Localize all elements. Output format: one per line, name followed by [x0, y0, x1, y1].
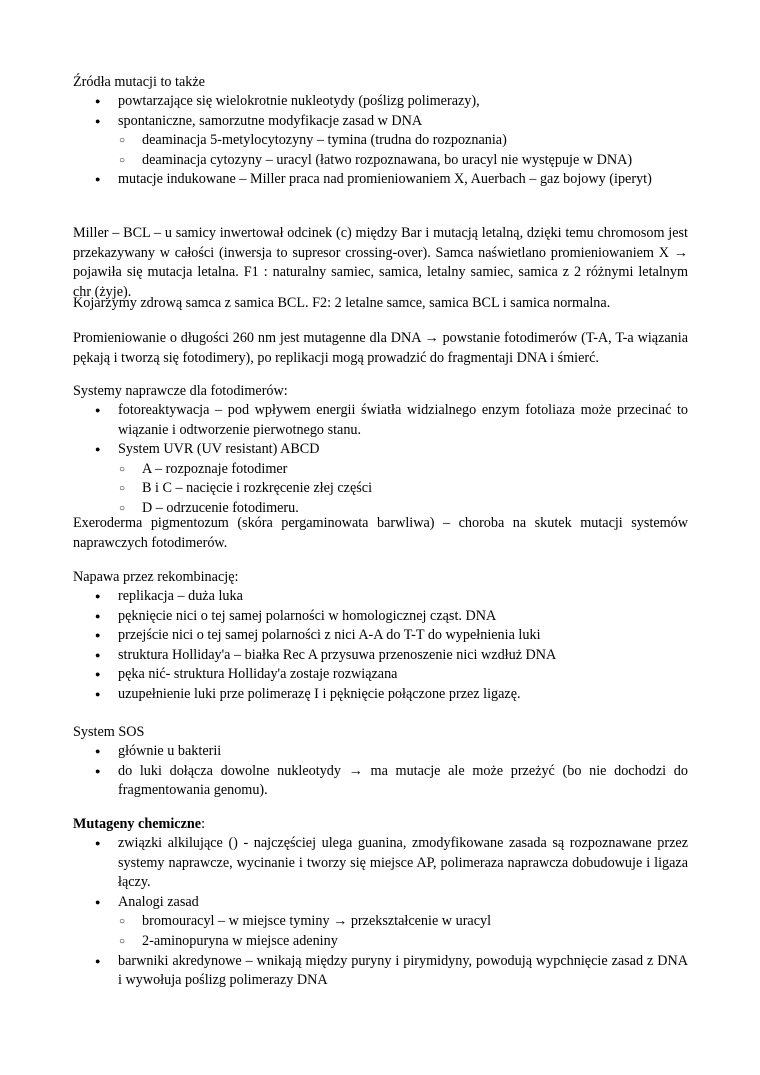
chemical-mutagens-list	[73, 834, 688, 991]
paragraph-miller: Miller – BCL – u samicy inwertował odcinek (c) między Bar i mutacją letalną, dzięki temu chromosom jest przekazywany w całości (inwersja to supresor crossing-over). Samca naświetlano promieniowaniem X → pojawiła się mutacja letalna. F1 : naturalny samiec, samica, letalny samiec, samica z 2 różnymi letalnym chr (żyje).	[73, 225, 688, 300]
sublist-item: ○ 2-aminopuryna w miejsce adeniny	[118, 932, 688, 952]
sublist	[118, 460, 688, 519]
paragraph-radiation: Promieniowanie o długości 260 nm jest mutagenne dla DNA → powstanie fotodimerów (T-A, T-a wiązania pękają i tworzą się fotodimery), po replikacji mogą prowadzić do fragmentaji DNA i śmierć.	[73, 330, 688, 366]
list-item: ● barwniki akredynowe – wnikają między puryny i pirymidyny, powodują wypchnięcie zasad z DNA i wywołuja poślizg polimerazy DNA	[73, 952, 688, 991]
list-item: ● przejście nici o tej samej polarności z nici A-A do T-T do wypełnienia luki	[73, 626, 688, 646]
list-item: ● struktura Holliday'a – białka Rec A przysuwa przenoszenie nici wzdłuż DNA	[73, 646, 688, 666]
chemical-mutagens-title: Mutageny chemiczne	[73, 816, 202, 832]
mutation-sources-list	[73, 92, 688, 190]
section-heading-chemical-mutagens: Mutageny chemiczne:	[73, 816, 206, 832]
list-item: ● pęka nić- struktura Holliday'a zostaje rozwiązana	[73, 665, 688, 685]
sublist	[118, 912, 688, 951]
sublist-item: ○ B i C – nacięcie i rozkręcenie złej części	[118, 479, 688, 499]
recombination-list	[73, 587, 688, 705]
sublist-item: ○ deaminacja 5-metylocytozyny – tymina (trudna do rozpoznania)	[118, 131, 688, 151]
list-item: ● Analogi zasad ○ bromouracyl – w miejsce tyminy → przekształcenie w uracyl ○ 2-aminopuryna w miejsce adeniny	[73, 893, 688, 952]
sublist	[118, 131, 688, 170]
list-item: ● fotoreaktywacja – pod wpływem energii światła widzialnego enzym fotoliaza może przecinać to wiązanie i odtworzenie pierwotnego stanu.	[73, 401, 688, 440]
paragraph-xeroderma: Exeroderma pigmentozum (skóra pergaminowata barwliwa) – choroba na skutek mutacji systemów naprawczych fotodimerów.	[73, 515, 688, 551]
list-item: ● związki alkilujące () - najczęściej ulega guanina, zmodyfikowane zasada są rozpoznawane przez systemy naprawcze, wycinanie i tworzy się miejsce AP, polimeraza naprawcza dobudowuje i ligaza łączy.	[73, 834, 688, 893]
list-item: ● uzupełnienie luki prze polimerazę I i pęknięcie połączone przez ligazę.	[73, 685, 688, 705]
list-item: ● głównie u bakterii	[73, 742, 688, 762]
section-heading-recombination: Napawa przez rekombinację:	[73, 569, 239, 585]
list-item: ● spontaniczne, samorzutne modyfikacje zasad w DNA ○ deaminacja 5-metylocytozyny – tymina (trudna do rozpoznania) ○ deaminacja cytozyny – uracyl (łatwo rozpoznawana, bo uracyl nie występuje w DNA)	[73, 112, 688, 171]
sos-list	[73, 742, 688, 801]
sublist-item: ○ D – odrzucenie fotodimeru.	[118, 499, 688, 519]
section-heading-mutation-sources: Źródła mutacji to także	[73, 74, 205, 90]
list-item: ● do luki dołącza dowolne nukleotydy → ma mutacje ale może przeżyć (bo nie dochodzi do fragmentowania genomu).	[73, 762, 688, 801]
section-heading-sos: System SOS	[73, 724, 145, 740]
list-item: ● System UVR (UV resistant) ABCD ○ A – rozpoznaje fotodimer ○ B i C – nacięcie i rozkręcenie złej części ○ D – odrzucenie fotodimeru.	[73, 440, 688, 518]
sublist-item: ○ bromouracyl – w miejsce tyminy → przekształcenie w uracyl	[118, 912, 688, 932]
list-item: ● mutacje indukowane – Miller praca nad promieniowaniem X, Auerbach – gaz bojowy (iperyt)	[73, 170, 688, 190]
list-item: ● replikacja – duża luka	[73, 587, 688, 607]
sublist-item: ○ deaminacja cytozyny – uracyl (łatwo rozpoznawana, bo uracyl nie występuje w DNA)	[118, 151, 688, 171]
list-item: ● powtarzające się wielokrotnie nukleotydy (poślizg polimerazy),	[73, 92, 688, 112]
repair-systems-list	[73, 401, 688, 519]
list-item: ● pęknięcie nici o tej samej polarności w homologicznej cząst. DNA	[73, 607, 688, 627]
sublist-item: ○ A – rozpoznaje fotodimer	[118, 460, 688, 480]
section-heading-repair-systems: Systemy naprawcze dla fotodimerów:	[73, 383, 288, 399]
paragraph-crossing: Kojarzymy zdrową samca z samica BCL. F2: 2 letalne samce, samica BCL i samica normalna.	[73, 295, 611, 311]
